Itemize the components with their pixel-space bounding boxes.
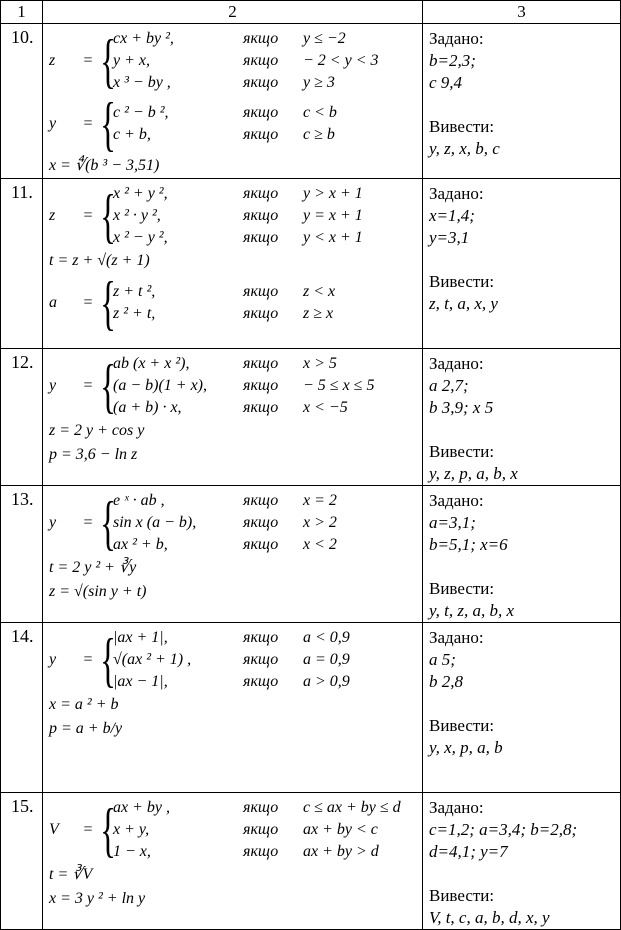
case-condition: y = x + 1 — [303, 207, 363, 224]
case-keyword: якщо — [243, 377, 279, 394]
formula-lhs: a — [49, 294, 57, 311]
case-condition: x > 5 — [303, 355, 337, 372]
case-row — [113, 205, 363, 227]
case-row — [113, 397, 374, 419]
case-expression: x ³ − by , — [113, 74, 171, 91]
case-condition: x = 2 — [303, 492, 337, 509]
given-label: Задано: — [429, 354, 484, 373]
brace-icon: { — [100, 797, 116, 863]
given-value: a=3,1; — [429, 513, 476, 532]
case-keyword: якщо — [243, 52, 279, 69]
brace-icon: { — [100, 353, 116, 419]
given-label: Задано: — [429, 491, 484, 510]
formula-lhs: z — [49, 52, 56, 69]
formula-line: z = 2 y + cos y — [49, 422, 145, 439]
task-number: 13. — [1, 486, 43, 623]
formula-line: t = 2 y ² + ∛y — [49, 559, 137, 576]
given-value: y=3,1 — [429, 228, 470, 247]
case-expression: x + y, — [113, 821, 150, 838]
formula-line: x = ∜(b ³ − 3,51) — [49, 157, 160, 174]
case-condition: y < x + 1 — [303, 229, 363, 246]
table-row — [1, 349, 621, 486]
case-expression: c + b, — [113, 126, 151, 143]
case-row — [113, 28, 379, 50]
header-col-2: 2 — [43, 1, 423, 24]
case-condition: y > x + 1 — [303, 185, 363, 202]
case-expression: x ² + y ², — [113, 185, 168, 202]
equals-sign: = — [83, 821, 93, 838]
case-condition: x > 2 — [303, 514, 337, 531]
case-row — [113, 227, 363, 249]
case-keyword: якщо — [243, 514, 279, 531]
case-expression: (a + b) · x, — [113, 399, 182, 416]
cases-list — [113, 102, 337, 146]
case-keyword: якщо — [243, 651, 279, 668]
case-row — [113, 375, 374, 397]
task-number: 12. — [1, 349, 43, 486]
formula-lhs: z — [49, 207, 56, 224]
case-row — [113, 72, 379, 94]
table-row — [1, 24, 621, 179]
formula-line: t = z + √(z + 1) — [49, 252, 150, 269]
given-label: Задано: — [429, 184, 484, 203]
given-cell — [423, 486, 621, 623]
formula-lhs: y — [49, 651, 57, 668]
formula-line: z = √(sin y + t) — [49, 583, 147, 600]
case-expression: ax ² + b, — [113, 536, 168, 553]
header-col-1: 1 — [1, 1, 43, 24]
case-keyword: якщо — [243, 305, 279, 322]
case-condition: a = 0,9 — [303, 651, 350, 668]
piecewise-formula — [49, 797, 422, 863]
case-expression: c ² − b ², — [113, 104, 169, 121]
brace-icon: { — [100, 270, 116, 336]
output-value: y, z, x, b, c — [429, 139, 500, 158]
case-expression: |ax + 1|, — [113, 629, 168, 646]
case-expression: ax + by , — [113, 799, 170, 816]
given-label: Задано: — [429, 29, 484, 48]
header-row — [1, 1, 621, 24]
given-cell — [423, 793, 621, 930]
case-keyword: якщо — [243, 843, 279, 860]
formula-line: x = a ² + b — [49, 696, 119, 713]
piecewise-formula — [49, 353, 422, 419]
table-row — [1, 486, 621, 623]
piecewise-formula — [49, 91, 422, 157]
case-keyword: якщо — [243, 207, 279, 224]
equals-sign: = — [83, 207, 93, 224]
case-condition: z ≥ x — [303, 305, 334, 322]
output-value: z, t, a, x, y — [429, 294, 498, 313]
output-value: y, t, z, a, b, x — [429, 601, 514, 620]
case-condition: ax + by > d — [303, 843, 379, 860]
formulas-cell — [43, 793, 423, 930]
case-row — [113, 512, 337, 534]
case-row — [113, 50, 379, 72]
case-condition: ax + by < c — [303, 821, 378, 838]
case-keyword: якщо — [243, 536, 279, 553]
case-expression: |ax − 1|, — [113, 673, 168, 690]
given-value: b=2,3; — [429, 51, 476, 70]
output-label: Вивести: — [429, 886, 495, 905]
given-cell — [423, 179, 621, 349]
case-condition: a > 0,9 — [303, 673, 350, 690]
given-value: a 5; — [429, 650, 456, 669]
cases-list — [113, 797, 401, 863]
case-row — [113, 671, 350, 693]
case-condition: x < 2 — [303, 536, 337, 553]
case-expression: sin x (a − b), — [113, 514, 197, 531]
given-value: b 2,8 — [429, 672, 463, 691]
case-expression: y + x, — [113, 52, 150, 69]
output-label: Вивести: — [429, 272, 495, 291]
output-value: V, t, c, a, b, d, x, y — [429, 908, 550, 927]
equals-sign: = — [83, 514, 93, 531]
case-row — [113, 183, 363, 205]
formula-line: t = ∛V — [49, 866, 93, 883]
formulas-cell — [43, 623, 423, 793]
case-keyword: якщо — [243, 283, 279, 300]
piecewise-formula — [49, 183, 422, 249]
task-number: 15. — [1, 793, 43, 930]
equals-sign: = — [83, 377, 93, 394]
case-keyword: якщо — [243, 821, 279, 838]
case-expression: ab (x + x ²), — [113, 355, 190, 372]
cases-list — [113, 353, 374, 419]
case-row — [113, 124, 337, 146]
output-label: Вивести: — [429, 716, 495, 735]
case-row — [113, 649, 350, 671]
formula-lhs: y — [49, 514, 57, 531]
case-keyword: якщо — [243, 799, 279, 816]
given-value: d=4,1; y=7 — [429, 842, 508, 861]
given-cell — [423, 24, 621, 179]
output-value: y, x, p, a, b — [429, 738, 503, 757]
piecewise-formula — [49, 28, 422, 94]
given-value: c=1,2; a=3,4; b=2,8; — [429, 820, 578, 839]
case-keyword: якщо — [243, 673, 279, 690]
case-keyword: якщо — [243, 355, 279, 372]
equals-sign: = — [83, 651, 93, 668]
case-condition: z < x — [303, 283, 336, 300]
case-condition: − 5 ≤ x ≤ 5 — [303, 377, 375, 394]
case-row — [113, 303, 335, 325]
piecewise-formula — [49, 490, 422, 556]
case-expression: cx + by ², — [113, 30, 174, 47]
case-row — [113, 102, 337, 124]
formula-lhs: V — [49, 821, 59, 838]
case-keyword: якщо — [243, 104, 279, 121]
cases-list — [113, 183, 363, 249]
case-row — [113, 819, 401, 841]
formulas-cell — [43, 349, 423, 486]
case-expression: z ² + t, — [113, 305, 156, 322]
cases-list — [113, 490, 337, 556]
case-expression: √(ax ² + 1) , — [113, 651, 192, 668]
formulas-cell — [43, 24, 423, 179]
formula-lhs: y — [49, 377, 57, 394]
brace-icon: { — [100, 183, 116, 249]
case-condition: y ≤ −2 — [303, 30, 346, 47]
cases-list — [113, 627, 350, 693]
case-row — [113, 841, 401, 863]
given-value: b 3,9; x 5 — [429, 398, 494, 417]
equals-sign: = — [83, 294, 93, 311]
cases-list — [113, 281, 335, 325]
case-expression: 1 − x, — [113, 843, 151, 860]
equals-sign: = — [83, 115, 93, 132]
case-keyword: якщо — [243, 30, 279, 47]
given-cell — [423, 349, 621, 486]
case-condition: c ≥ b — [303, 126, 335, 143]
spacer — [429, 94, 620, 116]
case-expression: e ˣ · ab , — [113, 492, 165, 509]
case-row — [113, 281, 335, 303]
case-condition: − 2 < y < 3 — [303, 52, 379, 69]
case-condition: y ≥ 3 — [303, 74, 335, 91]
spacer — [429, 556, 620, 578]
case-condition: c ≤ ax + by ≤ d — [303, 799, 401, 816]
case-condition: a < 0,9 — [303, 629, 350, 646]
formula-line: p = 3,6 − ln z — [49, 446, 138, 463]
case-expression: x ² − y ², — [113, 229, 168, 246]
spacer — [429, 419, 620, 441]
case-expression: (a − b)(1 + x), — [113, 377, 208, 394]
case-condition: x < −5 — [303, 399, 348, 416]
table-row — [1, 179, 621, 349]
output-label: Вивести: — [429, 442, 495, 461]
equals-sign: = — [83, 52, 93, 69]
case-row — [113, 797, 401, 819]
formulas-cell — [43, 486, 423, 623]
case-keyword: якщо — [243, 629, 279, 646]
case-expression: x ² · y ², — [113, 207, 161, 224]
given-label: Задано: — [429, 798, 484, 817]
case-row — [113, 353, 374, 375]
given-value: a 2,7; — [429, 376, 469, 395]
given-label: Задано: — [429, 628, 484, 647]
formula-line: p = a + b/y — [49, 720, 123, 737]
output-value: y, z, p, a, b, x — [429, 464, 518, 483]
piecewise-formula — [49, 627, 422, 693]
given-cell — [423, 623, 621, 793]
brace-icon: { — [100, 490, 116, 556]
brace-icon: { — [100, 627, 116, 693]
output-label: Вивести: — [429, 579, 495, 598]
piecewise-formula — [49, 270, 422, 336]
header-col-3: 3 — [423, 1, 621, 24]
case-row — [113, 534, 337, 556]
given-value: c 9,4 — [429, 73, 463, 92]
case-keyword: якщо — [243, 74, 279, 91]
case-row — [113, 627, 350, 649]
formulas-cell — [43, 179, 423, 349]
brace-icon: { — [100, 28, 116, 94]
output-label: Вивести: — [429, 117, 495, 136]
brace-icon: { — [100, 91, 116, 157]
spacer — [429, 863, 620, 885]
spacer — [429, 249, 620, 271]
task-number: 14. — [1, 623, 43, 793]
formula-lhs: y — [49, 115, 57, 132]
case-condition: c < b — [303, 104, 337, 121]
given-value: x=1,4; — [429, 206, 475, 225]
table-row — [1, 623, 621, 793]
case-keyword: якщо — [243, 229, 279, 246]
case-keyword: якщо — [243, 126, 279, 143]
case-keyword: якщо — [243, 185, 279, 202]
spacer — [429, 693, 620, 715]
case-expression: z + t ², — [113, 283, 156, 300]
case-keyword: якщо — [243, 492, 279, 509]
formula-line: x = 3 y ² + ln y — [49, 890, 146, 907]
case-row — [113, 490, 337, 512]
cases-list — [113, 28, 379, 94]
task-number: 10. — [1, 24, 43, 179]
case-keyword: якщо — [243, 399, 279, 416]
table-row — [1, 793, 621, 930]
task-number: 11. — [1, 179, 43, 349]
given-value: b=5,1; x=6 — [429, 535, 508, 554]
